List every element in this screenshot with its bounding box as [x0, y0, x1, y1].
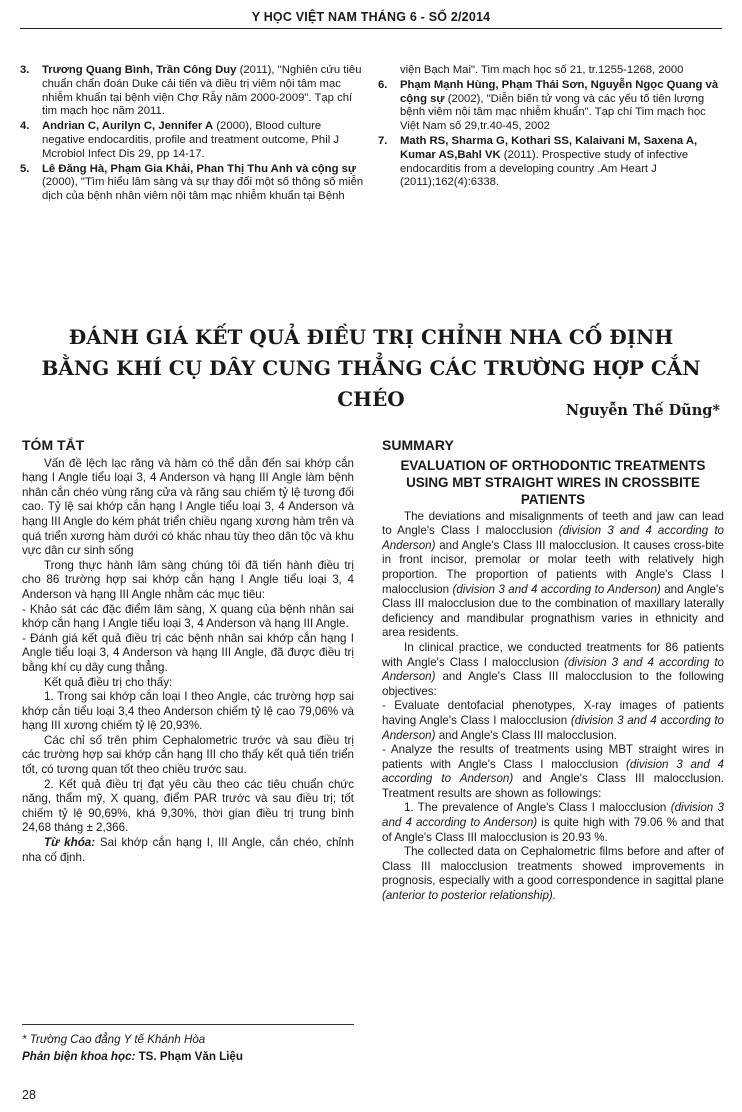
reference-body	[400, 135, 722, 190]
abstract-paragraph: - Đánh giá kết quả điều trị các bệnh nhân sai khớp cắn hạng I Angle tiểu loại 3, 4 Anderson và hạng III Angle, đã được điều trị bằng khí cụ dây cung thẳng.	[22, 631, 354, 674]
summary-text: In clinical practice, we conducted treatments for 86 patients with Angle's Class I malocclusion	[382, 640, 724, 669]
summary-text: is quite high with 79.06 % and that of Angle's Class III malocclusion is 20.93 %.	[382, 816, 724, 844]
summary-text: and Angle's Class III malocclusion. Treatment results are shown as followings:	[382, 772, 724, 800]
summary-paragraph	[382, 641, 724, 699]
reference-continuation	[378, 64, 722, 78]
english-summary-column	[382, 438, 724, 904]
references-left-column	[20, 64, 364, 205]
reference-item	[378, 135, 722, 190]
summary-text: The deviations and misalignments of teeth and jaw can lead to Angle's Class I malocclusion	[382, 509, 724, 538]
summary-paragraph	[382, 801, 724, 845]
english-title: EVALUATION OF ORTHODONTIC TREATMENTS USING MBT STRAIGHT WIRES IN CROSSBITE PATIENTS	[400, 457, 706, 507]
article-title-line-2: BẰNG KHÍ CỤ DÂY CUNG THẲNG CÁC TRƯỜNG HỢP CẮN CHÉO	[41, 356, 701, 411]
abstract-paragraph: Kết quả điều trị cho thấy:	[44, 675, 173, 689]
summary-italic: (division 3 and 4 according to Anderson)	[382, 713, 724, 742]
affiliation-footnote: * Trường Cao đẳng Y tế Khánh Hòa	[22, 1033, 206, 1046]
reference-body	[42, 120, 364, 161]
summary-paragraph	[382, 699, 724, 743]
keywords-label: Từ khóa:	[44, 836, 96, 850]
reference-body	[42, 64, 364, 119]
reference-authors: Phạm Mạnh Hùng, Phạm Thái Sơn, Nguyễn Ngọc Quang và cộng sự	[400, 78, 719, 105]
abstract-paragraph: 2. Kết quả điều trị đạt yêu cầu theo các tiêu chuẩn chức năng, thẩm mỹ, X quang, điểm PAR trước và sau điều trị; tốt chiếm tỷ lệ 90,69%, khá 9,30%, thời gian điều trị trung bình 24,68 tháng ± 2,366.	[22, 777, 354, 835]
summary-text: and Angle's Class III malocclusion. It causes cross-bite in front incisor, premolar or molar teeth with relatively high proportion. The proportion of patients with Angle's Class I malocclusion	[382, 538, 724, 596]
page-number: 28	[22, 1088, 36, 1102]
reference-number: 7.	[378, 134, 388, 147]
summary-paragraph	[382, 845, 724, 903]
article-title-line-1: ĐÁNH GIÁ KẾT QUẢ ĐIỀU TRỊ CHỈNH NHA CỐ ĐỊNH	[68, 325, 674, 349]
reference-number: 3.	[20, 64, 30, 76]
english-summary-heading: SUMMARY	[382, 437, 454, 453]
vietnamese-abstract-heading: TÓM TẮT	[22, 437, 85, 453]
references-section	[20, 64, 722, 205]
reference-authors: Trương Quang Bình, Trần Công Duy	[42, 64, 237, 76]
reference-number: 5.	[20, 162, 30, 175]
reference-text: viện Bạch Mai". Tim mạch học số 21, tr.1255-1268, 2000	[400, 64, 684, 76]
reference-authors: Lê Đăng Hà, Phạm Gia Khải, Phan Thị Thu Anh và cộng sự	[42, 162, 357, 175]
reference-body	[42, 163, 364, 204]
abstract-paragraph: Trong thực hành lâm sàng chúng tôi đã tiến hành điều trị cho 86 trường hợp sai khớp cắn hạng I Angle tiểu loại 3, 4 Anderson và hạng III Angle nhằm các mục tiêu:	[22, 558, 354, 601]
vietnamese-abstract-column	[22, 438, 354, 865]
abstract-paragraph: Các chỉ số trên phim Cephalometric trước và sau điều trị các trường hợp sai khớp cắn hạng III cho thấy kết quả tiến triển tốt, có tương quan tốt theo chiều trước sau.	[22, 733, 354, 777]
summary-italic: (division 3 and 4 according to Anderson)	[382, 757, 724, 786]
summary-italic: (division 3 and 4 according to Anderson)	[382, 524, 724, 552]
reference-item	[378, 79, 722, 134]
reference-authors: Math RS, Sharma G, Kothari SS, Kalaivani M, Saxena A, Kumar AS,Bahl VK	[400, 134, 698, 161]
abstract-paragraph: 1. Trong sai khớp cắn loại I theo Angle, các trường hợp sai khớp cắn tiểu loại 3,4 theo Anderson chiếm tỷ lệ cao 79,06% và hạng III xương chiếm tỷ lệ 20,93%.	[22, 690, 354, 733]
summary-text: The collected data on Cephalometric films before and after of Class III malocclusion treatments showed improvements in prognosis, especially with a good correspondence in sagittal plane	[382, 845, 724, 888]
summary-italic: (division 3 and 4 according to Anderson)	[382, 655, 724, 684]
running-header: Y HỌC VIỆT NAM THÁNG 6 - SỐ 2/2014	[20, 10, 722, 29]
keywords	[22, 836, 354, 865]
summary-text: and Angle's Class III malocclusion to the following objectives:	[382, 670, 724, 698]
reference-item	[20, 163, 364, 204]
reference-body	[400, 79, 722, 134]
abstract-paragraph: - Khảo sát các đặc điểm lâm sàng, X quang của bệnh nhân sai khớp cắn hạng I Angle tiểu loại 3, 4 Anderson và hạng III Angle.	[22, 602, 354, 631]
article-author: Nguyễn Thế Dũng*	[565, 402, 720, 419]
references-right-column	[378, 64, 722, 205]
reference-text: (2011). Prospective study of infective endocarditis from a developing country .Am Heart J (2011);162(4):6338.	[400, 148, 689, 189]
reviewer-footnote	[22, 1048, 354, 1065]
reference-text: (2011), "Nghiên cứu tiêu chuẩn chẩn đoán Duke cải tiến và điều trị viêm nội tâm mạc nhiễm khuẩn tại bệnh viện Chợ Rẫy năm 2000-2009". Tạp chí tim mạch học năm 2011.	[42, 64, 362, 118]
keywords-text: Sai khớp cắn hạng I, III Angle, cắn chéo, chỉnh nha cố định.	[22, 836, 355, 864]
summary-text: 1. The prevalence of Angle's Class I malocclusion	[404, 801, 671, 815]
reference-authors: Andrian C, Aurilyn C, Jennifer A	[42, 120, 214, 133]
summary-italic: (anterior to posterior relationship).	[382, 889, 556, 903]
abstract-paragraph: Vấn đề lệch lạc răng và hàm có thể dẫn đến sai khớp cắn hạng I Angle tiểu loại 3, 4 Anderson và hạng III Angle làm bệnh nhân cắn chéo vùng răng cửa và răng sau chiếm tỷ lệ tương đối cao. Tỷ lệ sai khớp cắn hạng I Angle tiểu loại 3, 4 Anderson và hạng III Angle do kém phát triển chiều ngang xương hàm trên và quá triển xương hàm dưới có khác nhau tùy theo dân tộc và khu vực dân cư sinh sống	[22, 456, 354, 558]
summary-text: - Analyze the results of treatments using MBT straight wires in patients with Angle's Class I malocclusion	[382, 743, 724, 771]
summary-italic: (division 3 and 4 according to Anderson)	[452, 582, 661, 596]
reviewer-name: TS. Phạm Văn Liệu	[135, 1050, 243, 1063]
footnotes	[22, 1024, 354, 1065]
reference-text: (2000), "Tìm hiểu lâm sàng và sự thay đổi một số thông số miễn dịch của bệnh nhân viêm nội tâm mạc nhiễm khuẩn tại Bệnh	[42, 176, 364, 203]
reference-text: (2000), Blood culture negative endocarditis, profile and treatment outcome, Phil J Mcrobiol Infect Dis 29, pp 14-17.	[42, 120, 340, 160]
reference-item	[20, 120, 364, 161]
reference-number: 6.	[378, 78, 388, 91]
reference-text: (2002), "Diễn biến tử vong và các yếu tố tiên lượng bệnh viêm nội tâm mạc nhiễm khuẩn". Tạp chí Tim mạch học Việt Nam số 29,tr.40-45, 2002	[400, 92, 706, 133]
summary-text: and Angle's Class III malocclusion.	[435, 728, 617, 742]
summary-text: and Angle's Class III malocclusion due to the combination of maxillary laterally deficiency and mandibular prognathism varies in ethnicity and area residents.	[382, 582, 724, 640]
reference-number: 4.	[20, 120, 30, 133]
summary-paragraph	[382, 510, 724, 641]
summary-text: - Evaluate dentofacial phenotypes, X-ray images of patients having Angle's Class I malocclusion	[382, 699, 724, 727]
reviewer-label: Phản biện khoa học:	[22, 1050, 136, 1063]
reference-item	[20, 64, 364, 119]
summary-italic: (division 3 and 4 according to Anderson)	[382, 801, 725, 830]
summary-paragraph	[382, 743, 724, 801]
